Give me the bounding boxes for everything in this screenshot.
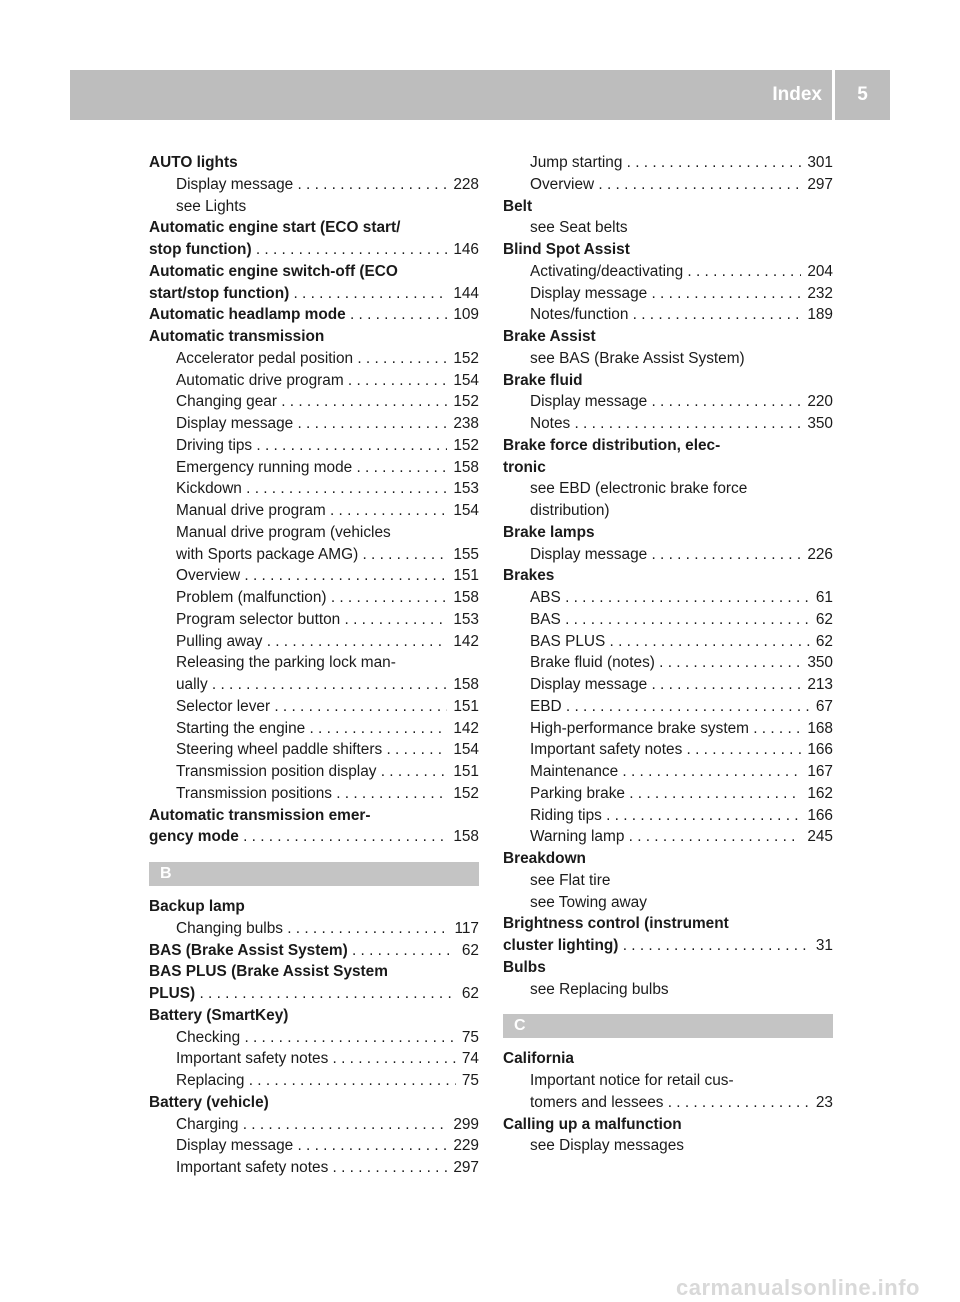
entry-text: Accelerator pedal position <box>176 349 354 367</box>
entry-page-number: 151 <box>447 565 479 587</box>
entry-page-number: 144 <box>447 283 479 305</box>
entry-text: Kickdown <box>176 480 242 498</box>
entry-text: Notes <box>530 415 571 432</box>
entry-page-number: 146 <box>447 239 479 261</box>
index-subentry <box>149 652 479 674</box>
index-subentry <box>503 348 833 370</box>
index-subentry[interactable] <box>149 718 479 740</box>
entry-text: see EBD (electronic brake force <box>530 480 748 498</box>
entry-text: Driving tips <box>176 436 253 454</box>
entry-page-number: 162 <box>801 783 833 805</box>
entry-text: Display message <box>176 1137 294 1155</box>
entry-text: stop function) <box>149 241 252 258</box>
entry-text: Brake Assist <box>503 328 596 345</box>
entry-text: Program selector button <box>176 610 341 628</box>
entry-text: Starting the engine <box>176 719 306 737</box>
entry-text: see BAS (Brake Assist System) <box>530 349 745 367</box>
index-entry[interactable] <box>503 935 833 957</box>
index-subentry <box>503 870 833 892</box>
entry-text: Changing bulbs <box>176 919 283 937</box>
entry-page-number: 297 <box>801 174 833 196</box>
entry-page-number: 142 <box>447 631 479 653</box>
entry-text: Display message <box>176 175 294 193</box>
index-subentry[interactable] <box>503 413 833 435</box>
entry-text: Emergency running mode <box>176 458 353 476</box>
entry-page-number: 301 <box>801 152 833 174</box>
entry-page-number: 154 <box>447 739 479 761</box>
entry-text: California <box>503 1050 574 1068</box>
index-entry <box>149 152 479 174</box>
index-subentry[interactable] <box>149 1027 479 1049</box>
entry-text: Brake fluid <box>503 371 583 389</box>
index-entry <box>149 961 479 983</box>
entry-text: start/stop function) <box>149 284 290 302</box>
index-entry <box>503 457 833 479</box>
entry-text: Display message <box>530 284 648 302</box>
entry-page-number: 152 <box>447 435 479 457</box>
entry-page-number: 75 <box>456 1070 479 1092</box>
entry-text: see Towing away <box>530 893 647 911</box>
index-subentry[interactable] <box>503 609 833 631</box>
index-entry <box>149 217 479 239</box>
entry-text: gency mode <box>149 828 239 846</box>
entry-page-number: 152 <box>447 348 479 370</box>
entry-text: Display message <box>530 676 648 693</box>
entry-page-number: 117 <box>448 918 479 940</box>
index-subentry[interactable] <box>149 783 479 805</box>
index-subentry <box>503 500 833 522</box>
entry-text: Brake lamps <box>503 523 595 541</box>
index-subentry[interactable] <box>149 478 479 500</box>
entry-page-number: 166 <box>801 805 833 827</box>
entry-text: Charging <box>176 1115 239 1133</box>
entry-text: BAS PLUS <box>530 632 606 650</box>
entry-text: distribution) <box>530 502 610 519</box>
entry-page-number: 350 <box>801 652 833 674</box>
entry-text: tronic <box>503 458 546 476</box>
index-entry <box>503 957 833 979</box>
entry-text: Bulbs <box>503 958 546 976</box>
entry-text: with Sports package AMG) <box>176 545 359 563</box>
index-column-right <box>503 152 833 1157</box>
entry-text: Display message <box>530 393 648 411</box>
entry-text: Important safety notes <box>530 741 683 759</box>
index-subentry[interactable] <box>149 500 479 522</box>
page-title: Index <box>772 84 822 105</box>
entry-text: EBD <box>530 697 562 715</box>
index-subentry[interactable] <box>503 805 833 827</box>
index-entry[interactable] <box>149 304 479 326</box>
index-entry <box>503 370 833 392</box>
entry-page-number: 204 <box>801 261 833 283</box>
entry-page-number: 158 <box>447 587 479 609</box>
entry-text: Automatic engine switch-off (ECO <box>149 262 398 280</box>
entry-page-number: 220 <box>801 391 833 413</box>
index-entry <box>503 1114 833 1136</box>
entry-text: Riding tips <box>530 806 602 824</box>
entry-text: Battery (vehicle) <box>149 1093 269 1111</box>
index-entry[interactable] <box>149 940 479 962</box>
index-subentry[interactable] <box>149 435 479 457</box>
entry-page-number: 350 <box>801 413 833 435</box>
entry-text: see Replacing bulbs <box>530 980 669 998</box>
entry-text: Important safety notes <box>176 1159 329 1176</box>
entry-page-number: 238 <box>447 413 479 435</box>
section-header: C <box>503 1014 833 1038</box>
index-subentry[interactable] <box>503 304 833 326</box>
index-subentry <box>503 979 833 1001</box>
index-subentry[interactable] <box>149 1070 479 1092</box>
entry-text: Important notice for retail cus- <box>530 1072 734 1089</box>
index-entry <box>149 896 479 918</box>
entry-page-number: 155 <box>447 544 479 566</box>
entry-text: Automatic headlamp mode <box>149 306 346 324</box>
index-subentry <box>503 1070 833 1092</box>
index-subentry[interactable] <box>503 826 833 848</box>
entry-page-number: 62 <box>810 631 833 653</box>
index-subentry[interactable] <box>149 631 479 653</box>
entry-page-number: 152 <box>447 783 479 805</box>
index-subentry <box>503 478 833 500</box>
index-subentry[interactable] <box>149 391 479 413</box>
index-entry <box>503 326 833 348</box>
entry-text: Maintenance <box>530 763 619 780</box>
index-subentry[interactable] <box>503 283 833 305</box>
entry-text: see Seat belts <box>530 219 628 237</box>
index-subentry[interactable] <box>503 761 833 783</box>
entry-page-number: 232 <box>801 283 833 305</box>
entry-page-number: 245 <box>801 826 833 848</box>
index-subentry <box>503 217 833 239</box>
entry-page-number: 158 <box>447 674 479 696</box>
index-entry <box>503 435 833 457</box>
entry-text: Overview <box>530 175 595 193</box>
index-subentry[interactable] <box>503 631 833 653</box>
entry-page-number: 74 <box>456 1048 479 1070</box>
entry-page-number: 226 <box>801 544 833 566</box>
entry-text: PLUS) <box>149 985 196 1002</box>
index-entry <box>149 1092 479 1114</box>
entry-text: Checking <box>176 1028 241 1046</box>
index-entry <box>149 805 479 827</box>
index-subentry <box>503 1135 833 1157</box>
watermark: carmanualsonline.info <box>676 1275 920 1300</box>
entry-page-number: 67 <box>810 696 833 718</box>
entry-text: tomers and lessees <box>530 1093 664 1111</box>
index-subentry <box>149 522 479 544</box>
entry-text: see Flat tire <box>530 871 611 889</box>
entry-page-number: 229 <box>447 1135 479 1157</box>
entry-page-number: 62 <box>456 940 479 962</box>
index-entry[interactable] <box>149 239 479 261</box>
index-entry[interactable] <box>149 983 479 1005</box>
entry-page-number: 61 <box>810 587 833 609</box>
index-subentry[interactable] <box>503 261 833 283</box>
entry-text: Display message <box>176 415 294 432</box>
index-entry <box>503 522 833 544</box>
entry-text: ABS <box>530 589 561 606</box>
entry-page-number: 62 <box>456 983 479 1005</box>
index-subentry[interactable] <box>149 370 479 392</box>
entry-page-number: 109 <box>447 304 479 326</box>
entry-text: Automatic transmission emer- <box>149 806 371 824</box>
entry-text: Pulling away <box>176 632 263 650</box>
entry-text: Notes/function <box>530 306 629 324</box>
entry-text: Belt <box>503 197 533 215</box>
entry-page-number: 153 <box>447 478 479 500</box>
entry-page-number: 297 <box>447 1157 479 1179</box>
entry-text: Steering wheel paddle shifters <box>176 741 383 759</box>
index-subentry[interactable] <box>503 544 833 566</box>
index-subentry[interactable] <box>149 739 479 761</box>
entry-page-number: 154 <box>447 500 479 522</box>
entry-text: Jump starting <box>530 154 623 171</box>
entry-text: Brake force distribution, elec- <box>503 436 721 454</box>
entry-text: see Display messages <box>530 1137 684 1155</box>
entry-text: BAS (Brake Assist System) <box>149 941 348 959</box>
index-entry <box>503 848 833 870</box>
entry-page-number: 154 <box>447 370 479 392</box>
entry-page-number: 62 <box>810 609 833 631</box>
entry-page-number: 158 <box>447 826 479 848</box>
entry-text: Selector lever <box>176 697 271 715</box>
entry-text: Breakdown <box>503 850 586 867</box>
entry-text: Blind Spot Assist <box>503 241 630 258</box>
entry-text: AUTO lights <box>149 154 238 171</box>
index-subentry[interactable] <box>149 565 479 587</box>
index-subentry[interactable] <box>149 1135 479 1157</box>
entry-page-number: 31 <box>810 935 833 957</box>
index-subentry[interactable] <box>149 696 479 718</box>
index-subentry[interactable] <box>149 457 479 479</box>
entry-page-number: 151 <box>447 761 479 783</box>
index-subentry[interactable] <box>503 718 833 740</box>
index-subentry[interactable] <box>503 152 833 174</box>
index-subentry[interactable] <box>503 391 833 413</box>
index-entry <box>503 565 833 587</box>
index-entry <box>503 1048 833 1070</box>
index-subentry[interactable] <box>149 1157 479 1179</box>
index-subentry[interactable] <box>149 174 479 196</box>
entry-page-number: 213 <box>801 674 833 696</box>
entry-text: BAS PLUS (Brake Assist System <box>149 963 388 981</box>
entry-text: Problem (malfunction) <box>176 589 327 606</box>
entry-text: Parking brake <box>530 784 625 802</box>
entry-text: Automatic engine start (ECO start/ <box>149 219 401 237</box>
page-number: 5 <box>857 84 868 105</box>
entry-text: Changing gear <box>176 393 277 411</box>
index-subentry[interactable] <box>503 1092 833 1114</box>
index-subentry <box>503 892 833 914</box>
entry-text: Automatic transmission <box>149 328 325 345</box>
entry-text: cluster lighting) <box>503 937 619 954</box>
entry-text: BAS <box>530 610 561 628</box>
entry-text: Releasing the parking lock man- <box>176 654 396 672</box>
index-entry[interactable] <box>149 826 479 848</box>
entry-page-number: 23 <box>810 1092 833 1114</box>
entry-text: Brakes <box>503 567 555 585</box>
index-subentry[interactable] <box>149 674 479 696</box>
index-subentry[interactable] <box>503 674 833 696</box>
index-subentry[interactable] <box>503 174 833 196</box>
entry-page-number: 142 <box>447 718 479 740</box>
index-subentry[interactable] <box>503 652 833 674</box>
entry-text: Replacing <box>176 1072 245 1089</box>
entry-text: Backup lamp <box>149 898 245 915</box>
entry-page-number: 75 <box>456 1027 479 1049</box>
index-subentry[interactable] <box>149 1048 479 1070</box>
index-subentry[interactable] <box>149 413 479 435</box>
entry-text: Manual drive program (vehicles <box>176 523 391 541</box>
entry-text: Transmission position display <box>176 763 377 780</box>
entry-text: Important safety notes <box>176 1050 329 1068</box>
entry-page-number: 153 <box>447 609 479 631</box>
entry-text: Manual drive program <box>176 502 326 519</box>
index-entry <box>149 1005 479 1027</box>
index-subentry[interactable] <box>149 609 479 631</box>
entry-text: Brightness control (instrument <box>503 915 729 933</box>
entry-page-number: 189 <box>801 304 833 326</box>
entry-text: ually <box>176 676 208 693</box>
entry-page-number: 168 <box>801 718 833 740</box>
entry-page-number: 299 <box>447 1114 479 1136</box>
index-entry[interactable] <box>149 283 479 305</box>
entry-text: Activating/deactivating <box>530 262 684 280</box>
entry-text: High-performance brake system <box>530 719 749 737</box>
index-subentry[interactable] <box>149 1114 479 1136</box>
index-subentry[interactable] <box>503 783 833 805</box>
entry-text: Calling up a malfunction <box>503 1115 682 1133</box>
index-entry <box>503 196 833 218</box>
index-entry <box>503 913 833 935</box>
entry-page-number: 228 <box>447 174 479 196</box>
entry-page-number: 152 <box>447 391 479 413</box>
entry-page-number: 166 <box>801 739 833 761</box>
section-header: B <box>149 862 479 886</box>
entry-text: Brake fluid (notes) <box>530 654 655 672</box>
entry-text: Warning lamp <box>530 828 625 846</box>
index-subentry[interactable] <box>149 348 479 370</box>
index-entry <box>503 239 833 261</box>
index-subentry[interactable] <box>503 739 833 761</box>
entry-text: Automatic drive program <box>176 371 344 389</box>
index-subentry[interactable] <box>149 544 479 566</box>
index-subentry[interactable] <box>149 761 479 783</box>
index-subentry[interactable] <box>149 587 479 609</box>
entry-page-number: 151 <box>447 696 479 718</box>
entry-page-number: 167 <box>801 761 833 783</box>
index-subentry[interactable] <box>503 696 833 718</box>
index-column-left <box>149 152 479 1179</box>
index-subentry <box>149 196 479 218</box>
index-entry <box>149 261 479 283</box>
entry-text: see Lights <box>176 197 247 215</box>
index-subentry[interactable] <box>503 587 833 609</box>
entry-text: Transmission positions <box>176 784 332 802</box>
entry-text: Display message <box>530 545 648 563</box>
index-subentry[interactable] <box>149 918 479 940</box>
entry-text: Overview <box>176 567 241 585</box>
entry-page-number: 158 <box>447 457 479 479</box>
index-entry <box>149 326 479 348</box>
entry-text: Battery (SmartKey) <box>149 1006 289 1024</box>
